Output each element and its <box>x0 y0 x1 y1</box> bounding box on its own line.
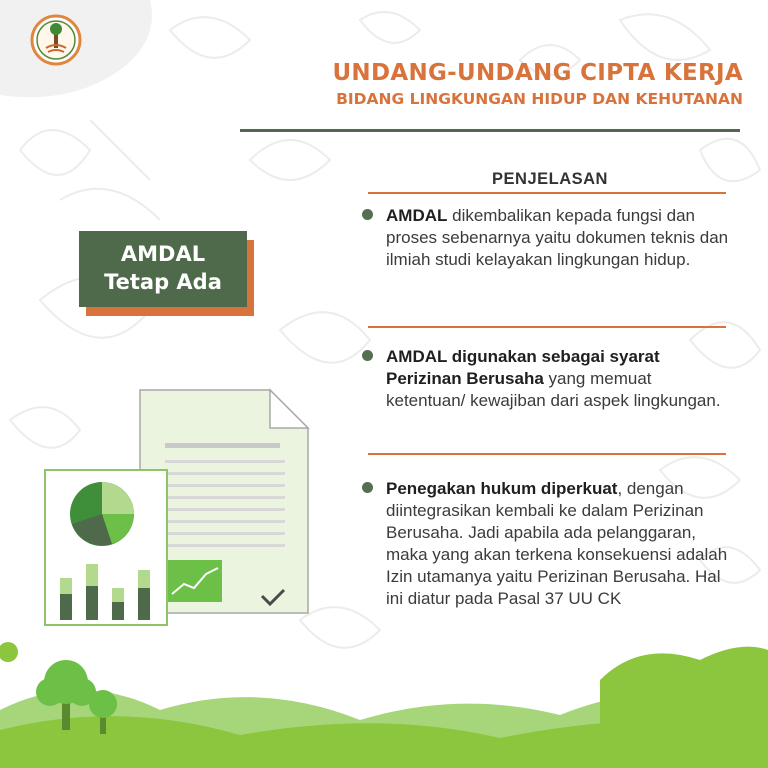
bullet-dot-icon <box>362 482 373 493</box>
section-divider <box>368 453 726 455</box>
bullet-text: AMDAL digunakan sebagai syarat Perizinan Berusaha yang memuat ketentuan/ kewajiban dari aspek lingkungan. <box>386 347 721 410</box>
pie-chart-icon <box>70 482 134 546</box>
header <box>238 60 743 108</box>
bullet-item <box>362 205 734 271</box>
header-divider <box>240 129 740 132</box>
ground-decoration <box>0 620 768 768</box>
section-divider <box>368 326 726 328</box>
badge-line-2: Tetap Ada <box>104 270 222 294</box>
ministry-logo-icon <box>30 14 82 66</box>
bullet-text: AMDAL dikembalikan kepada fungsi dan proses sebenarnya yaitu dokumen teknis dan ilmiah studi kelayakan lingkungan hidup. <box>386 206 729 269</box>
bullet-item <box>362 346 734 412</box>
amdal-badge <box>79 231 247 307</box>
page-subtitle: BIDANG LINGKUNGAN HIDUP DAN KEHUTANAN <box>336 90 743 108</box>
badge-line-1: AMDAL <box>120 242 206 266</box>
section-divider <box>368 192 726 194</box>
bullet-item <box>362 478 734 610</box>
line-chart-icon <box>168 560 222 602</box>
explanation-heading: PENJELASAN <box>492 170 608 188</box>
bullet-dot-icon <box>362 350 373 361</box>
page-title: UNDANG-UNDANG CIPTA KERJA <box>332 60 743 86</box>
bullet-text: Penegakan hukum diperkuat, dengan diintegrasikan kembali ke dalam Perizinan Berusaha. Jadi apabila ada pelanggaran, maka yang akan terkena konsekuensi adalah Izin utamanya yaitu Perizinan Berusaha. Hal ini diatur pada Pasal 37 UU CK <box>386 479 728 608</box>
document-illustration <box>40 388 315 638</box>
bullet-dot-icon <box>362 209 373 220</box>
